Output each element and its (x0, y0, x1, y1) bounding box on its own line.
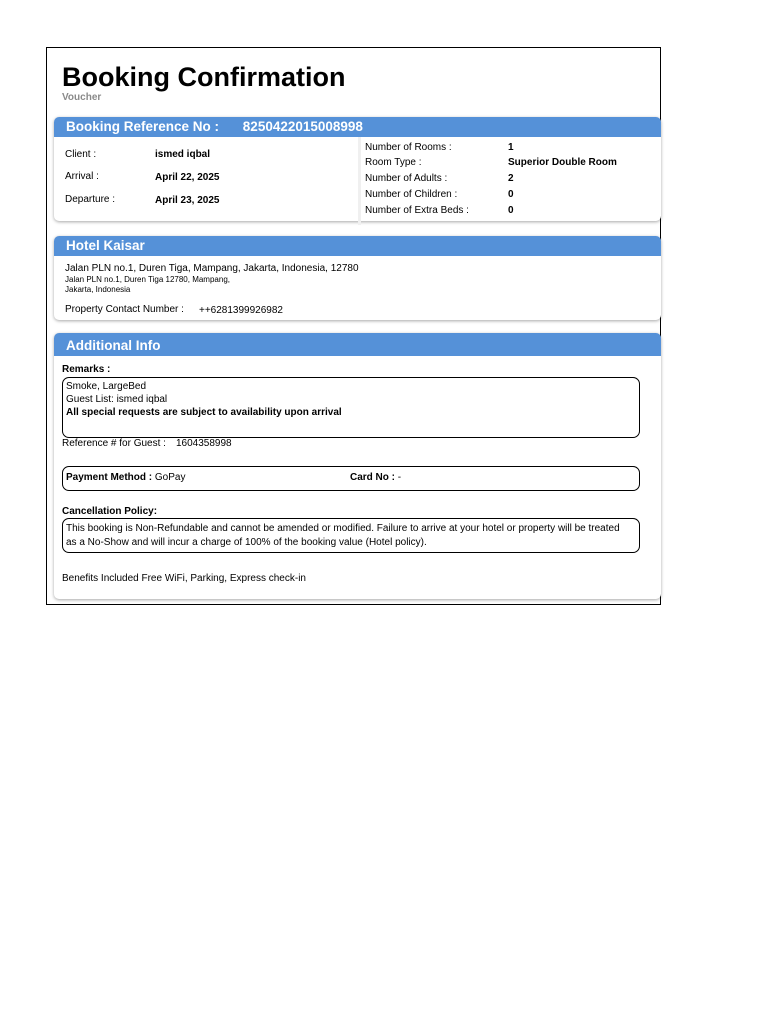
departure-value: April 23, 2025 (155, 195, 220, 206)
booking-reference-value: 8250422015008998 (242, 119, 363, 134)
hotel-name: Hotel Kaisar (54, 236, 661, 256)
contact-label: Property Contact Number : (65, 304, 184, 315)
guest-reference-label: Reference # for Guest : (62, 438, 166, 449)
children-label: Number of Children : (365, 189, 458, 200)
page-subtitle: Voucher (62, 92, 102, 103)
arrival-value: April 22, 2025 (155, 172, 220, 183)
card-number-label: Card No : (350, 472, 395, 483)
hotel-address-line3: Jakarta, Indonesia (65, 285, 131, 294)
payment-method (66, 472, 185, 484)
cancellation-label: Cancellation Policy: (62, 506, 158, 517)
remarks-line-3: All special requests are subject to availability upon arrival (66, 407, 342, 418)
cancellation-line-1: This booking is Non-Refundable and cannot be amended or modified. Failure to arrive at your hotel or property will be treated (66, 523, 620, 534)
benefits-text: Benefits Included Free WiFi, Parking, Express check-in (62, 573, 306, 584)
extra-beds-value: 0 (508, 205, 514, 216)
card-number (350, 472, 401, 484)
room-type-label: Room Type : (365, 157, 422, 168)
rooms-label: Number of Rooms : (365, 142, 452, 153)
guest-reference-value: 1604358998 (176, 438, 232, 449)
rooms-value: 1 (508, 142, 514, 153)
remarks-label: Remarks : (62, 364, 111, 375)
client-label: Client : (65, 149, 97, 160)
client-value: ismed iqbal (155, 149, 211, 160)
remarks-line-1: Smoke, LargeBed (66, 381, 147, 392)
payment-method-value: GoPay (154, 472, 186, 483)
room-type-value: Superior Double Room (508, 157, 617, 168)
departure-label: Departure : (65, 194, 116, 205)
contact-value: ++6281399926982 (199, 305, 283, 316)
remarks-line-2: Guest List: ismed iqbal (66, 394, 168, 405)
booking-reference-label: Booking Reference No : (66, 119, 220, 134)
booking-reference-header (54, 117, 661, 137)
hotel-address: Jalan PLN no.1, Duren Tiga, Mampang, Jakarta, Indonesia, 12780 (65, 263, 359, 274)
payment-method-label: Payment Method : (66, 472, 153, 483)
additional-heading: Additional Info (54, 333, 661, 356)
adults-value: 2 (508, 173, 514, 184)
arrival-label: Arrival : (65, 171, 99, 182)
hotel-address-line2: Jalan PLN no.1, Duren Tiga 12780, Mampang, (65, 275, 230, 284)
card-number-value: - (397, 472, 402, 483)
children-value: 0 (508, 189, 514, 200)
page-title: Booking Confirmation (62, 62, 346, 92)
extra-beds-label: Number of Extra Beds : (365, 205, 469, 216)
adults-label: Number of Adults : (365, 173, 448, 184)
cancellation-line-2: as a No-Show and will incur a charge of 100% of the booking value (Hotel policy). (66, 537, 427, 548)
booking-card-divider (358, 137, 361, 225)
